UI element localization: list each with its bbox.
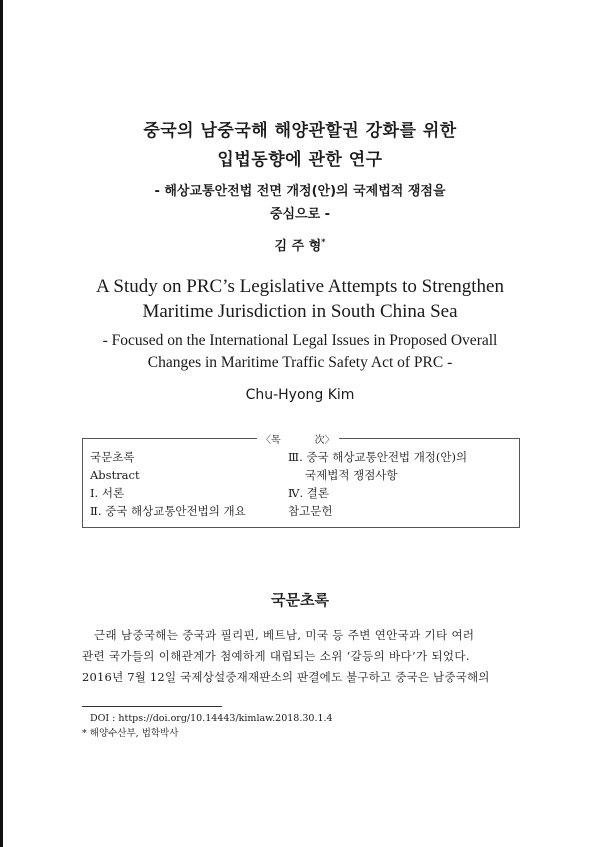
korean-author	[0, 235, 600, 254]
toc-item: 국제법적 쟁점사항	[305, 468, 398, 482]
toc-item: 참고문헌	[288, 504, 333, 518]
footnotes	[82, 711, 333, 741]
korean-subtitle-line-1: - 해상교통안전법 전면 개정(안)의 국제법적 쟁점을	[154, 184, 446, 199]
toc-item: 국문초록	[90, 450, 135, 464]
korean-title-line-2: 입법동향에 관한 연구	[217, 150, 383, 170]
korean-subtitle-line-2: 중심으로 -	[269, 207, 331, 222]
table-of-contents	[82, 435, 520, 528]
author-footnote: * 해양수산부, 법학박사	[82, 728, 179, 739]
toc-item: Ⅱ. 중국 해상교통안전법의 개요	[90, 504, 246, 518]
toc-label-left: 〈목	[261, 435, 281, 446]
toc-item: Abstract	[90, 468, 140, 482]
toc-label-right: 次〉	[314, 435, 335, 446]
toc-item: Ⅳ. 결론	[288, 486, 330, 500]
author-footnote-mark: *	[321, 237, 326, 247]
toc-item: Ⅰ. 서론	[90, 486, 125, 500]
english-subtitle-line-2: Changes in Maritime Traffic Safety Act of PRC -	[147, 354, 453, 371]
korean-title-line-1: 중국의 남중국해 해양관할권 강화를 위한	[143, 121, 457, 141]
english-author: Chu-Hyong Kim	[245, 387, 355, 403]
body-line: 근래 남중국해는 중국과 필리핀, 베트남, 미국 등 주변 연안국과 기타 여러	[94, 628, 475, 642]
toc-label	[257, 431, 339, 446]
english-title-line-2: Maritime Jurisdiction in South China Sea	[142, 301, 458, 322]
toc-item: Ⅲ. 중국 해상교통안전법 개정(안)의	[288, 450, 468, 464]
korean-author-name: 김 주 형	[274, 239, 322, 254]
toc-right-column	[288, 448, 467, 520]
english-subtitle-line-1: - Focused on the International Legal Issues in Proposed Overall	[102, 332, 498, 349]
doi-footnote: DOI : https://doi.org/10.14443/kimlaw.2018.30.1.4	[90, 713, 333, 724]
abstract-body	[82, 625, 520, 688]
footnote-divider	[82, 706, 222, 707]
toc-left-column	[90, 448, 246, 520]
english-title-line-1: A Study on PRC’s Legislative Attempts to Strengthen	[96, 276, 504, 297]
body-line: 2016년 7월 12일 국제상설중재재판소의 판결에도 불구하고 중국은 남중국해의	[82, 670, 490, 684]
body-line: 관련 국가들의 이해관계가 첨예하게 대립되는 소위 ‘갈등의 바다’가 되었다.	[82, 649, 470, 663]
section-heading: 국문초록	[271, 591, 329, 609]
